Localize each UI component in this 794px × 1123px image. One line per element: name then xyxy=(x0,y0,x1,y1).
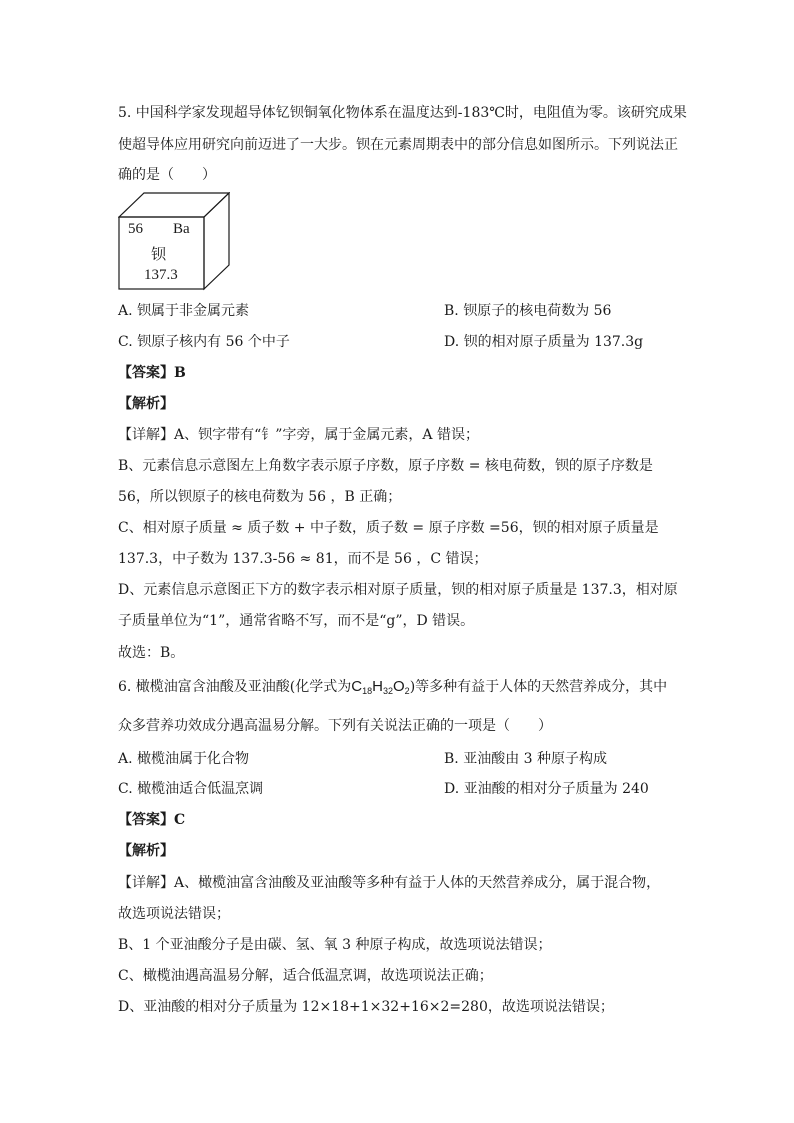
q6-detail-line: C、橄榄油遇高温易分解，适合低温烹调，故选项说法正确； xyxy=(118,968,493,984)
q6-option-a: A. 橄榄油属于化合物 xyxy=(118,751,250,767)
q5-detail-line: 子质量单位为“1”，通常省略不写，而不是“g”，D 错误。 xyxy=(118,613,475,629)
q5-detail-line: 137.3，中子数为 137.3-56 ≈ 81，而不是 56 ，C 错误； xyxy=(118,551,488,567)
formula-o-subscript: 2 xyxy=(404,686,410,696)
q5-answer: 【答案】B xyxy=(118,365,186,381)
q5-option-d: D. 钡的相对原子质量为 137.3g xyxy=(444,334,644,350)
q5-detail-line: C、相对原子质量 ≈ 质子数 + 中子数，质子数 = 原子序数 =56，钡的相对原子质量是 xyxy=(118,520,659,536)
atomic-mass: 137.3 xyxy=(144,267,178,283)
q5-option-a: A. 钡属于非金属元素 xyxy=(118,303,250,319)
q5-detail-line: B、元素信息示意图左上角数字表示原子序数，原子序数 = 核电荷数，钡的原子序数是 xyxy=(118,458,653,474)
q6-stem-line-2: 众多营养功效成分遇高温易分解。下列有关说法正确的一项是（ ） xyxy=(118,718,552,734)
q5-analysis-label: 【解析】 xyxy=(118,396,174,412)
q5-stem-line-3: 确的是（ ） xyxy=(118,167,216,183)
atomic-number: 56 xyxy=(128,221,143,237)
q6-option-b: B. 亚油酸由 3 种原子构成 xyxy=(444,751,607,767)
formula-h: H xyxy=(372,678,383,695)
q6-detail-line: 【详解】A、橄榄油富含油酸及亚油酸等多种有益于人体的天然营养成分，属于混合物， xyxy=(118,875,661,891)
q6-option-d: D. 亚油酸的相对分子质量为 240 xyxy=(444,781,649,797)
q5-detail-line: D、元素信息示意图正下方的数字表示相对原子质量，钡的相对原子质量是 137.3，相对原 xyxy=(118,582,678,598)
q5-stem-line-1: 5. 中国科学家发现超导体钇钡铜氧化物体系在温度达到-183℃时，电阻值为零。该研究成果 xyxy=(118,105,687,121)
q5-conclusion: 故选：B。 xyxy=(118,645,185,661)
q5-option-b: B. 钡原子的核电荷数为 56 xyxy=(444,303,612,319)
q6-detail-line: B、1 个亚油酸分子是由碳、氢、氧 3 种原子构成，故选项说法错误； xyxy=(118,937,552,953)
q6-analysis-label: 【解析】 xyxy=(118,843,174,859)
q5-detail-line: 56，所以钡原子的核电荷数为 56 ，B 正确； xyxy=(118,489,402,505)
formula-o: O xyxy=(393,678,405,695)
formula-h-subscript: 32 xyxy=(382,686,393,696)
q6-detail-line: 故选项说法错误； xyxy=(118,906,230,922)
q6-stem-line-1 xyxy=(118,678,667,700)
formula-c: C xyxy=(351,678,363,695)
q6-option-c: C. 橄榄油适合低温烹调 xyxy=(118,781,264,797)
q5-option-c: C. 钡原子核内有 56 个中子 xyxy=(118,334,290,350)
q6-stem-suffix: )等多种有益于人体的天然营养成分，其中 xyxy=(409,679,668,695)
q6-answer: 【答案】C xyxy=(118,812,186,828)
element-card-barium xyxy=(118,192,230,292)
element-symbol: Ba xyxy=(173,221,190,237)
chemical-formula xyxy=(351,678,409,695)
element-name: 钡 xyxy=(151,247,167,263)
q6-detail-line: D、亚油酸的相对分子质量为 12×18+1×32+16×2=280，故选项说法错误； xyxy=(118,999,614,1015)
q5-detail-line: 【详解】A、钡字带有“钅”字旁，属于金属元素，A 错误； xyxy=(118,427,479,443)
formula-c-subscript: 18 xyxy=(362,686,373,696)
q5-stem-line-2: 使超导体应用研究向前迈进了一大步。钡在元素周期表中的部分信息如图所示。下列说法正 xyxy=(118,137,678,153)
q6-stem-prefix: 6. 橄榄油富含油酸及亚油酸(化学式为 xyxy=(118,679,352,695)
